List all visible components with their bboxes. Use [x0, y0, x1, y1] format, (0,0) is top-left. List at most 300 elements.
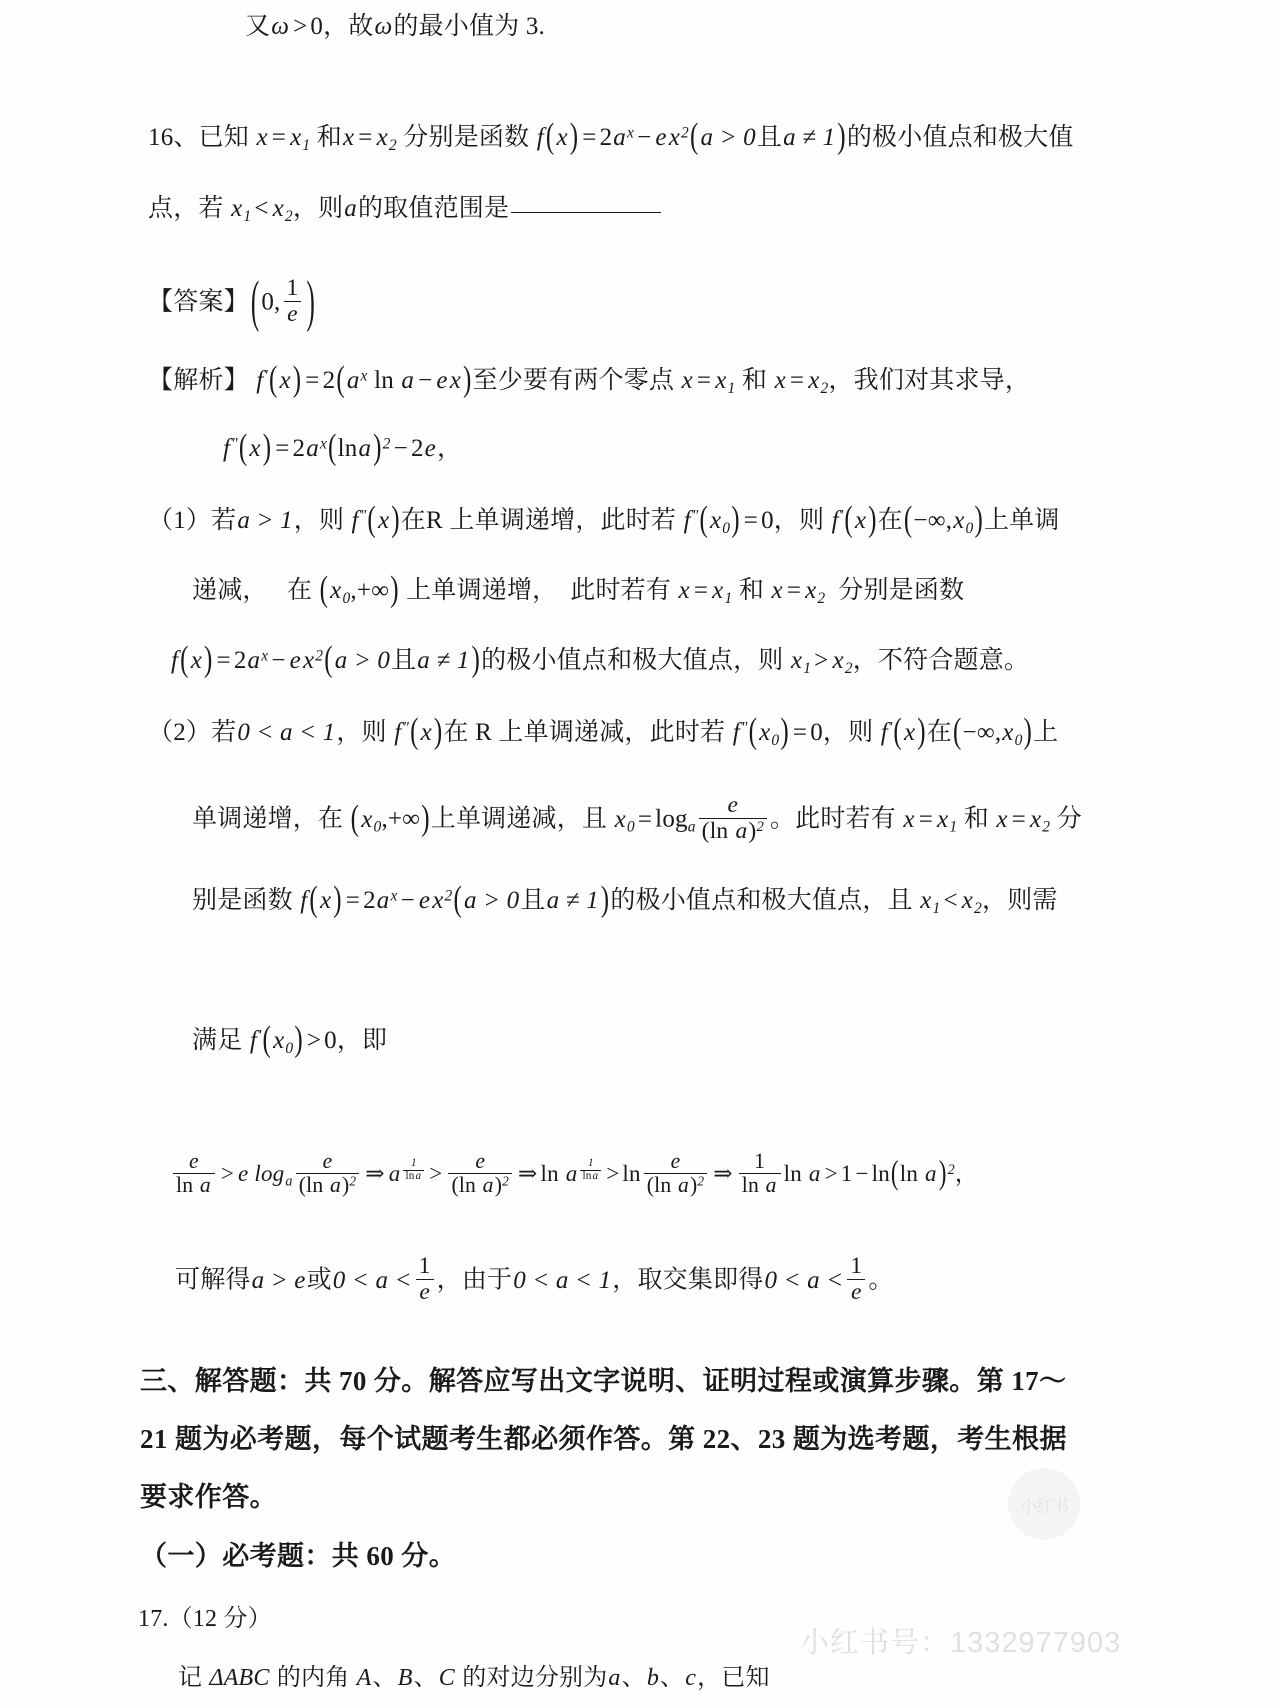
- paren-open-12: (: [410, 711, 419, 752]
- top-note-value: 3.: [525, 13, 545, 40]
- conc-num-2: 1: [850, 1253, 863, 1279]
- side-a: a: [608, 1665, 621, 1691]
- chain-a-pow-2: a: [565, 1161, 578, 1187]
- base-a-2: a: [346, 367, 360, 394]
- var-a-10: a: [677, 1173, 689, 1198]
- variable-x0-3: x: [330, 577, 342, 604]
- variable-x0-7: x: [614, 805, 626, 833]
- analysis-and-1: 和: [741, 367, 768, 394]
- conclusion-or: 或: [306, 1266, 332, 1294]
- function-f-3: f: [300, 887, 308, 914]
- subscript-0-8: 0: [285, 1039, 294, 1057]
- section3-line-1: 三、解答题：共 70 分。解答应写出文字说明、证明过程或演算步骤。第 17～: [140, 1366, 1067, 1396]
- conclusion-since: ，由于: [436, 1266, 513, 1294]
- conclusion-period: 。: [868, 1266, 894, 1294]
- constant-e-3: e: [424, 435, 436, 462]
- analysis-line-1: [148, 359, 1031, 400]
- result-0-lt-a-lt-1: 0 < a < 1: [513, 1266, 612, 1294]
- analysis-label: 【解析】: [148, 367, 249, 394]
- function-f-2: f: [171, 647, 179, 674]
- variable-x0-2: x: [953, 507, 965, 534]
- chain-den-lna-sq-4: (ln a)$^2$: [644, 1173, 708, 1197]
- subscript-2b: 2: [284, 207, 293, 225]
- less-than-1: <: [254, 195, 269, 222]
- equals-10: =: [786, 577, 802, 604]
- double-prime-mark-3: ": [691, 507, 699, 525]
- subscript-1b: 1: [243, 207, 252, 225]
- paren-close-13: ): [780, 711, 789, 752]
- variable-x-17: x: [903, 719, 916, 746]
- chain-den-lna-sq-3: (ln a)$^2$: [448, 1173, 512, 1197]
- paren-open-5: (: [238, 427, 248, 468]
- ln-op-12: ln: [741, 1173, 759, 1198]
- zero-value-3: 0: [810, 719, 823, 746]
- zero-value-2: 0: [761, 507, 774, 534]
- conclusion-intersect: ，取交集即得: [612, 1266, 764, 1294]
- interval-neg-inf-1: (: [903, 499, 913, 540]
- ln-op-7: ln: [458, 1173, 477, 1198]
- greater-than-operator: >: [293, 13, 308, 40]
- case2-text-8: ，即: [336, 1027, 388, 1054]
- variable-x-8: x: [774, 367, 786, 394]
- equals-13: =: [637, 805, 653, 833]
- paren-close-9: ): [868, 499, 877, 540]
- chain-a-pow-1: a: [388, 1161, 401, 1187]
- case2-text-5: 别是函数: [192, 887, 293, 914]
- subscript-2g: 2: [974, 899, 982, 917]
- ln-op-6: ln: [405, 1169, 415, 1182]
- variable-x1-g: x: [920, 887, 932, 914]
- var-a-13: a: [925, 1161, 937, 1187]
- paren-open-17: (: [262, 1019, 272, 1060]
- case2-text-2: 上: [1033, 719, 1059, 746]
- paren-close-3: ): [292, 359, 302, 400]
- paren-open-9: (: [844, 499, 853, 540]
- var-a-7: a: [415, 1169, 422, 1182]
- cond-a-neq-1-b: a ≠ 1: [417, 647, 470, 674]
- equals-12: =: [792, 719, 808, 746]
- conc-den-e-2: e: [847, 1279, 865, 1305]
- q16-stem-text-2: 分别是函数: [403, 124, 530, 151]
- implies-1: ⇒: [365, 1161, 385, 1187]
- side-c: c: [685, 1665, 697, 1691]
- prime-mark-2: ': [839, 507, 844, 525]
- coefficient-2c: 2: [292, 435, 306, 462]
- var-a-9: a: [592, 1169, 599, 1182]
- case1-decrease: 递减，: [192, 577, 268, 604]
- paren-open-6: (: [328, 427, 337, 468]
- exp-den-2: [580, 1170, 601, 1183]
- section3-line-3: 要求作答。: [140, 1482, 277, 1512]
- paren-close-18: ): [938, 1154, 947, 1191]
- chain-num-e-1: e: [189, 1149, 199, 1173]
- case1-text-3: 此时若有: [570, 577, 672, 604]
- case2-then-1: ，则: [336, 719, 387, 746]
- sep-3: 、: [621, 1665, 646, 1691]
- subscript-0-6: 0: [373, 818, 382, 836]
- case2-text-4: 分: [1056, 805, 1082, 833]
- q16-stem-text-3: 的极小值点和极大值: [846, 124, 1074, 151]
- equals-9: =: [693, 577, 709, 604]
- answer-frac-den: e: [284, 301, 302, 327]
- prime-mark-4: ': [258, 1027, 262, 1045]
- case2-at-1: 在: [926, 719, 952, 746]
- subscript-2c: 2: [820, 379, 829, 397]
- variable-x-3: x: [556, 124, 568, 151]
- exp-num-1: 1: [410, 1156, 417, 1169]
- chain-e-log-1: e log: [238, 1161, 285, 1187]
- cond-a-neq-1-c: a ≠ 1: [546, 887, 599, 914]
- interval-close-3: ): [1023, 711, 1033, 752]
- exp-den-1: [403, 1170, 424, 1183]
- subscript-1f: 1: [949, 818, 958, 836]
- conclusion-line: [175, 1253, 894, 1308]
- case1-text-2: 上单调: [983, 507, 1060, 534]
- case2-text-6: 的极小值点和极大值点，且: [610, 887, 913, 914]
- case2-decrease: 上单调递减，且: [430, 805, 608, 833]
- case2-line-1: [148, 711, 1059, 752]
- variable-x-10: x: [377, 507, 390, 534]
- base-a-1: a: [613, 124, 626, 151]
- case2-line-3: [192, 879, 1058, 920]
- paren-open-18: (: [890, 1154, 899, 1191]
- subscript-1: 1: [302, 136, 311, 154]
- base-a-4: a: [247, 647, 261, 674]
- q17-text-2: 的内角: [276, 1665, 350, 1691]
- top-note-suffix: 的最小值为: [393, 13, 520, 40]
- variable-x-11: x: [854, 507, 867, 534]
- top-note-line: [245, 14, 545, 39]
- case1-if-1: 若: [211, 507, 237, 534]
- subscript-0-1: 0: [722, 519, 731, 537]
- paren-open-2: (: [689, 116, 699, 157]
- sep-2: 、: [413, 1665, 438, 1691]
- variable-x1-e: x: [790, 647, 803, 674]
- subscript-1d: 1: [724, 589, 733, 607]
- variable-x-20: x: [319, 887, 332, 914]
- coefficient-2b: 2: [322, 367, 336, 394]
- case1-then-1: ，则: [293, 507, 345, 534]
- conc-den-e-1: e: [416, 1279, 434, 1305]
- equals-14: =: [918, 805, 934, 833]
- minus-3: −: [393, 435, 408, 462]
- ln-op-5: ln: [306, 1173, 324, 1198]
- subscript-0-7: 0: [626, 818, 635, 836]
- paren-close-17: ): [294, 1019, 303, 1060]
- conc-num-1: 1: [418, 1253, 431, 1279]
- sep-4: 、: [660, 1665, 685, 1691]
- conclusion-prefix: 可解得: [175, 1266, 251, 1294]
- variable-x-14: x: [190, 647, 202, 674]
- sup-2-9: 2: [947, 1162, 955, 1179]
- ln-op-11: ln: [654, 1173, 672, 1198]
- ln-op-9: ln: [582, 1169, 592, 1182]
- variable-x-1: x: [256, 124, 268, 151]
- sup-2-7: 2: [502, 1173, 509, 1189]
- answer-label: 【答案】: [148, 288, 249, 316]
- paren-open-7: (: [367, 499, 376, 540]
- variable-a-1: a: [344, 195, 357, 222]
- coefficient-2f: 2: [363, 887, 376, 914]
- subscript-0-4: 0: [771, 731, 780, 749]
- q16-number: 16、: [148, 124, 199, 151]
- case2-condition: 0 < a < 1: [237, 719, 336, 746]
- minus-5: −: [400, 887, 415, 914]
- greater-than-7: >: [824, 1161, 838, 1187]
- function-f-prime-2: f: [831, 507, 839, 534]
- variable-a-3: a: [358, 435, 372, 462]
- paren-open-15: (: [309, 879, 318, 920]
- frac-den-lna-sq-1: (ln a)$^2$: [699, 818, 767, 844]
- chain-frac-1: [173, 1150, 215, 1198]
- double-prime-mark-1: ": [231, 435, 238, 453]
- variable-x-2: x: [342, 124, 355, 151]
- case1-text-5: 的极小值点和极大值点，则: [481, 647, 784, 674]
- chain-log-base-1: a: [285, 1173, 293, 1190]
- equals-1: =: [271, 124, 287, 151]
- constant-e-5: e: [418, 887, 431, 914]
- function-f-prime-4: f: [249, 1027, 258, 1054]
- variable-x-12: x: [678, 577, 690, 604]
- chain-num-e-4: e: [670, 1149, 681, 1173]
- variable-x-4: x: [668, 124, 680, 151]
- greater-than-6: >: [606, 1161, 620, 1187]
- exponent-x-4: x: [261, 647, 269, 665]
- case1-line-2: [192, 569, 965, 610]
- greater-than-2: >: [814, 647, 829, 674]
- sup-2-4: 2: [756, 819, 764, 836]
- q16-and-1: 和: [316, 124, 342, 151]
- exponent-x-5: x: [390, 887, 398, 905]
- interval-open-2: (: [319, 569, 329, 610]
- angle-C: C: [438, 1665, 456, 1691]
- equals-11: =: [216, 647, 231, 674]
- answer-line: [148, 271, 317, 334]
- case1-text-4: 分别是函数: [838, 577, 965, 604]
- case1-at-3: 在: [286, 577, 313, 604]
- subscript-2f: 2: [1042, 818, 1051, 836]
- chain-exp-frac-2: [580, 1158, 601, 1182]
- log-operator-1: log: [655, 805, 688, 833]
- q17-text-1: 记: [178, 1665, 203, 1691]
- ln-op-4: ln: [176, 1173, 194, 1198]
- variable-x0-1: x: [709, 507, 722, 534]
- paren-close-16: ): [600, 879, 610, 920]
- var-a-8: a: [482, 1173, 494, 1198]
- variable-x2-b: x: [272, 195, 284, 222]
- case1-condition: a > 1: [237, 507, 293, 534]
- case2-marker: （2）: [148, 719, 212, 746]
- subscript-2d: 2: [817, 589, 826, 607]
- answer-blank: [511, 211, 661, 213]
- greater-than-5: >: [429, 1161, 443, 1187]
- q16-stem-text-6: 的取值范围是: [357, 195, 510, 222]
- less-than-2: <: [943, 887, 958, 914]
- zero-value: 0: [310, 13, 324, 40]
- variable-x-16: x: [420, 719, 432, 746]
- neg-infinity-2: −∞,: [962, 719, 1002, 746]
- paren-open-1: (: [545, 116, 555, 157]
- answer-paren-close: ): [306, 271, 315, 334]
- var-a-5: a: [199, 1173, 211, 1198]
- case1-and-1: 和: [738, 577, 765, 604]
- top-note-middle: 故: [348, 13, 374, 40]
- variable-x0-5: x: [1002, 719, 1014, 746]
- chain-line: [170, 1149, 979, 1200]
- variable-x2-g: x: [961, 887, 974, 914]
- paren-close-4: ): [463, 359, 472, 400]
- case2-satisfy: 满足: [192, 1027, 243, 1054]
- var-a-11: a: [765, 1173, 777, 1198]
- ln-op-3: ln: [709, 818, 729, 845]
- paren-close-6: ): [373, 427, 382, 468]
- conclusion-frac-2: [847, 1254, 865, 1306]
- constant-e-1: e: [655, 124, 667, 151]
- case1-increase: 上单调递增，: [406, 577, 558, 604]
- side-b: b: [646, 1665, 660, 1691]
- chain-frac-4: [644, 1150, 708, 1198]
- interval-close-1: ): [974, 499, 983, 540]
- analysis-line-2: [222, 427, 463, 468]
- subscript-1c: 1: [727, 379, 736, 397]
- paren-open-14: (: [893, 711, 902, 752]
- condition-a-neq-1: a ≠ 1: [783, 124, 836, 151]
- paren-close-11: ): [471, 639, 481, 680]
- case2-text-7: ，则需: [982, 887, 1058, 914]
- section3-line-4: （一）必考题：共 60 分。: [140, 1541, 457, 1571]
- paren-close-10: ): [203, 639, 213, 680]
- double-prime-mark-2: ": [359, 507, 367, 525]
- coefficient-2: 2: [599, 124, 613, 151]
- angle-B: B: [397, 1665, 413, 1691]
- paren-open-10: (: [180, 639, 189, 680]
- greater-than-3: >: [306, 1027, 322, 1054]
- case2-if-1: 若: [211, 719, 237, 746]
- case2-and-1: 和: [963, 805, 989, 833]
- variable-x1-b: x: [231, 195, 243, 222]
- greater-than-4: >: [220, 1161, 235, 1187]
- paren-close-7: ): [391, 499, 400, 540]
- coefficient-2d: 2: [410, 435, 424, 462]
- variable-x-7: x: [681, 367, 693, 394]
- variable-x0-4: x: [759, 719, 771, 746]
- case1-text-1: 上单调递增，此时若: [449, 507, 677, 534]
- analysis-text-2: ，我们对其求导，: [828, 367, 1031, 394]
- xiaohongshu-logo-watermark: 小红书: [1008, 1468, 1080, 1540]
- sep-1: 、: [372, 1665, 397, 1691]
- neg-infinity-1: −∞,: [913, 507, 953, 534]
- chain-den-lna-5: [739, 1173, 781, 1197]
- interval-close-4: ): [421, 798, 430, 838]
- result-0-lt-a: 0 < a <: [332, 1266, 412, 1294]
- comma-1: ，: [323, 13, 349, 40]
- paren-close-8: ): [731, 499, 740, 540]
- paren-close-14: ): [917, 711, 926, 752]
- variable-x2: x: [376, 124, 388, 151]
- case1-then-2: ，则: [773, 507, 825, 534]
- omega-symbol-1: ω: [271, 13, 290, 40]
- variable-x1: x: [290, 124, 302, 151]
- base-a-5: a: [376, 887, 390, 914]
- variable-x-19: x: [996, 805, 1008, 833]
- ln-operator-2: ln: [337, 435, 358, 462]
- analysis-line2-tail: ，: [436, 435, 463, 462]
- interval-open-3: (: [952, 711, 962, 752]
- variable-x-9: x: [249, 435, 261, 462]
- cond-a-gt-0-c: a > 0: [463, 887, 520, 914]
- plus-infinity-1: ,+∞: [350, 577, 390, 604]
- xiaohongshu-id-watermark: 小红书号：1332977903: [800, 1627, 1122, 1659]
- variable-x-6: x: [449, 367, 462, 394]
- double-prime-mark-4: ": [402, 719, 410, 737]
- plus-infinity-2: ,+∞: [381, 805, 421, 833]
- prime-mark-3: ': [888, 719, 893, 737]
- q17-body-line: [178, 1666, 770, 1690]
- paren-open-16: (: [453, 879, 462, 920]
- exponent-2-2: 2: [382, 435, 391, 453]
- exponent-x-2: x: [360, 367, 368, 385]
- constant-e-4: e: [289, 647, 301, 674]
- exponent-2-1: 2: [681, 124, 689, 142]
- paren-close-5: ): [262, 427, 272, 468]
- chain-num-e-3: e: [475, 1149, 486, 1173]
- exponent-x-3: x: [319, 435, 328, 453]
- q16-stem-text-5: ，则: [292, 195, 344, 222]
- q16-stem-line-2: [148, 195, 661, 225]
- paren-open-3: (: [268, 359, 278, 400]
- chain-num-1: 1: [754, 1149, 766, 1173]
- paren-open-13: (: [748, 711, 758, 752]
- zero-value-4: 0: [324, 1027, 337, 1054]
- exponent-2-5: 2: [444, 887, 453, 905]
- case1-at-1: 在: [400, 507, 426, 534]
- var-a-4: a: [735, 818, 748, 845]
- implies-3: ⇒: [713, 1161, 733, 1187]
- base-a-3: a: [306, 435, 319, 462]
- subscript-0-3: 0: [342, 589, 351, 607]
- subscript-2e: 2: [844, 659, 853, 677]
- minus-4: −: [271, 647, 286, 674]
- case2-then-2: ，则: [822, 719, 874, 746]
- paren-close-2: ): [837, 116, 846, 157]
- prime-mark-1: ': [264, 367, 268, 385]
- chain-frac-2: [296, 1150, 360, 1198]
- log-base-a-1: a: [687, 818, 696, 836]
- paren-open-11: (: [324, 639, 333, 680]
- case1-line-1: [148, 499, 1060, 540]
- exp-num-2: 1: [587, 1156, 594, 1169]
- function-f-double-prime-5: f: [732, 719, 740, 746]
- omega-symbol-2: ω: [374, 13, 393, 40]
- equals-2: =: [358, 124, 373, 151]
- variable-x-13: x: [771, 577, 783, 604]
- variable-x-18: x: [903, 805, 915, 833]
- frac-num-e-1: e: [727, 792, 739, 818]
- cond-a-gt-0-b: a > 0: [334, 647, 391, 674]
- variable-x-21: x: [432, 887, 444, 914]
- chain-frac-3: [448, 1150, 512, 1198]
- chain-num-e-2: e: [322, 1149, 333, 1173]
- ln-operator-1: ln: [374, 367, 394, 394]
- constant-e-2: e: [436, 367, 448, 394]
- coefficient-2e: 2: [233, 647, 247, 674]
- equals-16: =: [345, 887, 361, 914]
- subscript-0-2: 0: [965, 519, 974, 537]
- q16-stem-text-1: 已知: [198, 124, 250, 151]
- equals-8: =: [743, 507, 759, 534]
- function-f-double-prime-2: f: [351, 507, 359, 534]
- case1-marker: （1）: [148, 507, 212, 534]
